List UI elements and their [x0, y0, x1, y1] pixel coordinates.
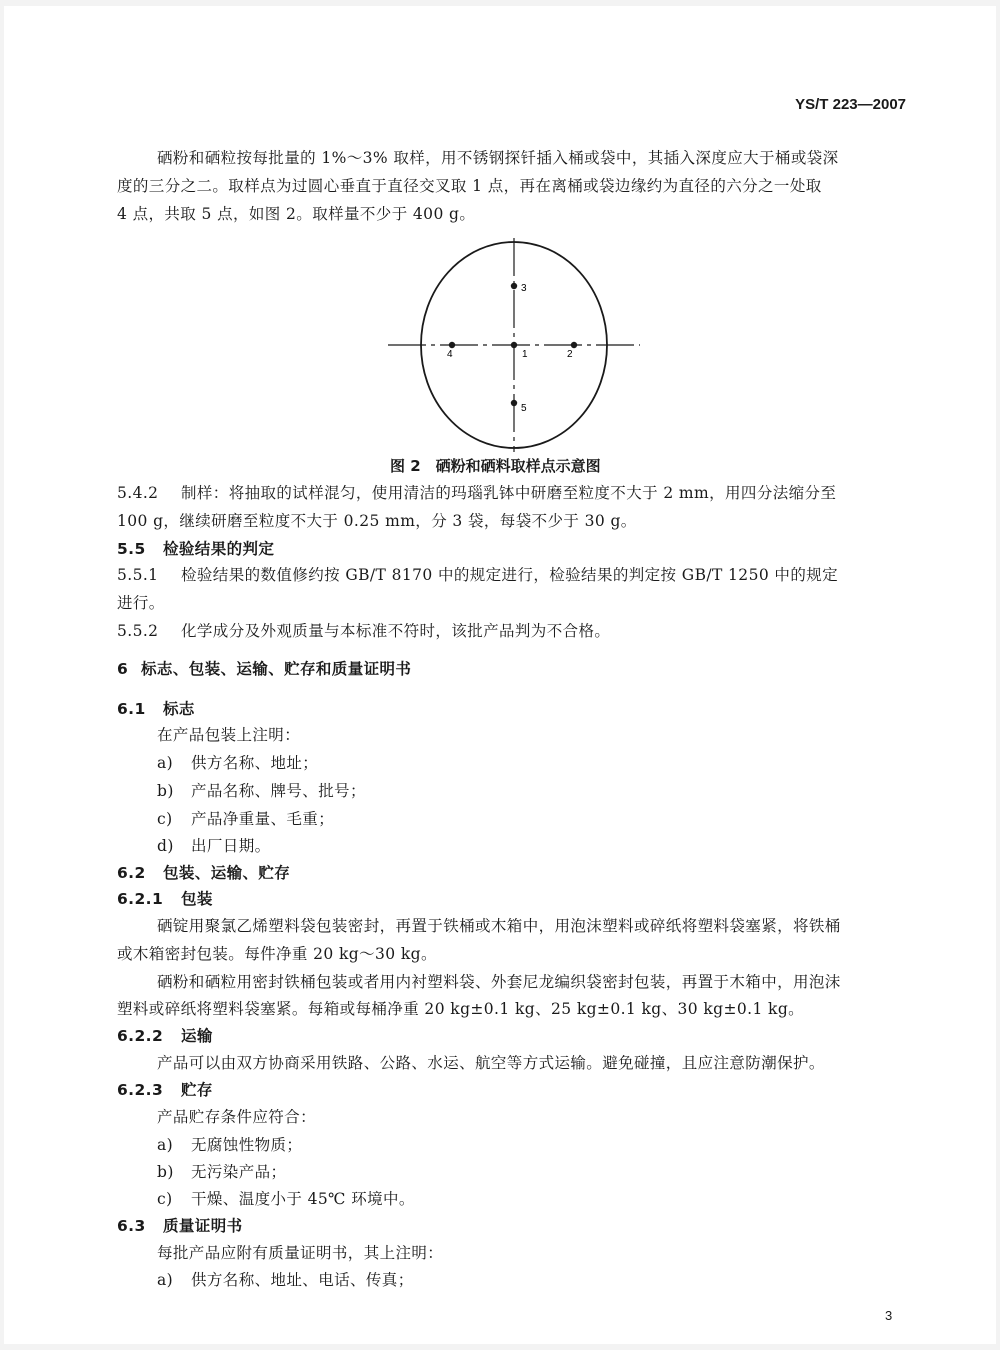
- sample-point-1: [511, 342, 517, 348]
- section-5-4-2-line-1: [117, 481, 836, 503]
- list-item: [157, 1187, 415, 1209]
- list-item: [157, 1133, 302, 1155]
- section-text: 制样：将抽取的试样混匀，使用清洁的玛瑙乳钵中研磨至粒度不大于 2 mm，用四分法缩分至: [181, 484, 837, 502]
- section-5-5-1-line-2: 进行。: [117, 594, 165, 612]
- section-text: 检验结果的数值修约按 GB/T 8170 中的规定进行，检验结果的判定按 GB/T 1250 中的规定: [181, 566, 839, 584]
- section-number: 6.2.3: [117, 1081, 164, 1099]
- heading-6-3: [117, 1214, 243, 1236]
- page-number: 3: [885, 1308, 893, 1323]
- list-item: [157, 751, 318, 773]
- section-title: 贮存: [181, 1081, 213, 1099]
- certificate-lead: 每批产品应附有质量证明书，其上注明：: [157, 1244, 444, 1262]
- section-number: 6.2: [117, 864, 146, 882]
- list-item: [157, 1268, 414, 1290]
- section-number: 6.2.1: [117, 890, 164, 908]
- intro-line-2: 度的三分之二。取样点为过圆心垂直于直径交叉取 1 点，再在离桶或袋边缘约为直径的六分之一处取: [117, 177, 822, 195]
- heading-5-5: [117, 537, 274, 559]
- list-text: 供方名称、地址、电话、传真；: [191, 1271, 414, 1289]
- point-label-1: 1: [522, 349, 528, 360]
- point-label-5: 5: [521, 403, 527, 414]
- point-label-3: 3: [521, 283, 527, 294]
- sample-point-3: [511, 283, 517, 289]
- heading-6-1: [117, 697, 195, 719]
- intro-line-3: 4 点，共取 5 点，如图 2。取样量不少于 400 g。: [117, 205, 476, 223]
- list-text: 产品名称、牌号、批号；: [191, 782, 366, 800]
- list-text: 干燥、温度小于 45℃ 环境中。: [191, 1190, 415, 1208]
- heading-6-2-3: [117, 1078, 213, 1100]
- section-title: 包装: [181, 890, 213, 908]
- section-number: 6: [117, 660, 129, 678]
- list-text: 出厂日期。: [191, 837, 271, 855]
- list-text: 供方名称、地址；: [191, 754, 319, 772]
- packaging-p2-line-1: 硒粉和硒粒用密封铁桶包装或者用内衬塑料袋、外套尼龙编织袋密封包装，再置于木箱中，用泡沫: [157, 973, 841, 991]
- section-number: 5.5: [117, 540, 146, 558]
- section-text: 化学成分及外观质量与本标准不符时，该批产品判为不合格。: [181, 622, 611, 640]
- section-number: 6.3: [117, 1217, 146, 1235]
- section-title: 检验结果的判定: [163, 540, 275, 558]
- section-number: 5.5.2: [117, 622, 159, 640]
- list-text: 产品净重量、毛重；: [191, 810, 335, 828]
- section-5-5-1-line-1: [117, 563, 838, 585]
- section-5-5-2: [117, 619, 610, 641]
- list-item: [157, 779, 366, 801]
- storage-lead: 产品贮存条件应符合：: [157, 1108, 317, 1126]
- point-label-4: 4: [447, 349, 453, 360]
- list-marker: a): [157, 1136, 174, 1154]
- list-text: 无污染产品；: [191, 1163, 287, 1181]
- section-number: 6.1: [117, 700, 146, 718]
- document-code: YS/T 223—2007: [795, 96, 906, 113]
- sample-point-2: [571, 342, 577, 348]
- list-marker: a): [157, 1271, 174, 1289]
- sample-point-4: [449, 342, 455, 348]
- list-item: [157, 807, 334, 829]
- list-item: [157, 834, 271, 856]
- point-label-2: 2: [567, 349, 573, 360]
- list-marker: b): [157, 1163, 174, 1181]
- section-number: 5.4.2: [117, 484, 159, 502]
- section-title: 包装、运输、贮存: [163, 864, 291, 882]
- list-marker: a): [157, 754, 174, 772]
- list-marker: c): [157, 1190, 173, 1208]
- list-item: [157, 1160, 286, 1182]
- heading-6-2-2: [117, 1024, 213, 1046]
- list-marker: b): [157, 782, 174, 800]
- list-marker: d): [157, 837, 174, 855]
- list-marker: c): [157, 810, 173, 828]
- heading-6-2-1: [117, 887, 213, 909]
- section-5-4-2-line-2: 100 g，继续研磨至粒度不大于 0.25 mm，分 3 袋，每袋不少于 30 g。: [117, 512, 637, 530]
- marking-lead: 在产品包装上注明：: [157, 726, 301, 744]
- intro-line-1: 硒粉和硒粒按每批量的 1%～3% 取样，用不锈钢探钎插入桶或袋中，其插入深度应大于桶或袋深: [157, 149, 839, 167]
- section-number: 6.2.2: [117, 1027, 164, 1045]
- transport-text: 产品可以由双方协商采用铁路、公路、水运、航空等方式运输。避免碰撞，且应注意防潮保护。: [157, 1054, 825, 1072]
- list-text: 无腐蚀性物质；: [191, 1136, 303, 1154]
- section-number: 5.5.1: [117, 566, 159, 584]
- packaging-p2-line-2: 塑料或碎纸将塑料袋塞紧。每箱或每桶净重 20 kg±0.1 kg、25 kg±0.1 kg、30 kg±0.1 kg。: [117, 1000, 805, 1018]
- packaging-p1-line-1: 硒锭用聚氯乙烯塑料袋包装密封，再置于铁桶或木箱中，用泡沫塑料或碎纸将塑料袋塞紧，将铁桶: [157, 917, 841, 935]
- packaging-p1-line-2: 或木箱密封包装。每件净重 20 kg～30 kg。: [117, 945, 437, 963]
- section-title: 质量证明书: [163, 1217, 243, 1235]
- figure-caption: 图 2 硒粉和硒料取样点示意图: [390, 457, 601, 475]
- sample-point-5: [511, 400, 517, 406]
- heading-6: [117, 657, 411, 679]
- section-title: 标志、包装、运输、贮存和质量证明书: [141, 660, 412, 678]
- heading-6-2: [117, 861, 290, 883]
- section-title: 标志: [163, 700, 195, 718]
- sampling-points-figure: [0, 0, 1000, 470]
- section-title: 运输: [181, 1027, 213, 1045]
